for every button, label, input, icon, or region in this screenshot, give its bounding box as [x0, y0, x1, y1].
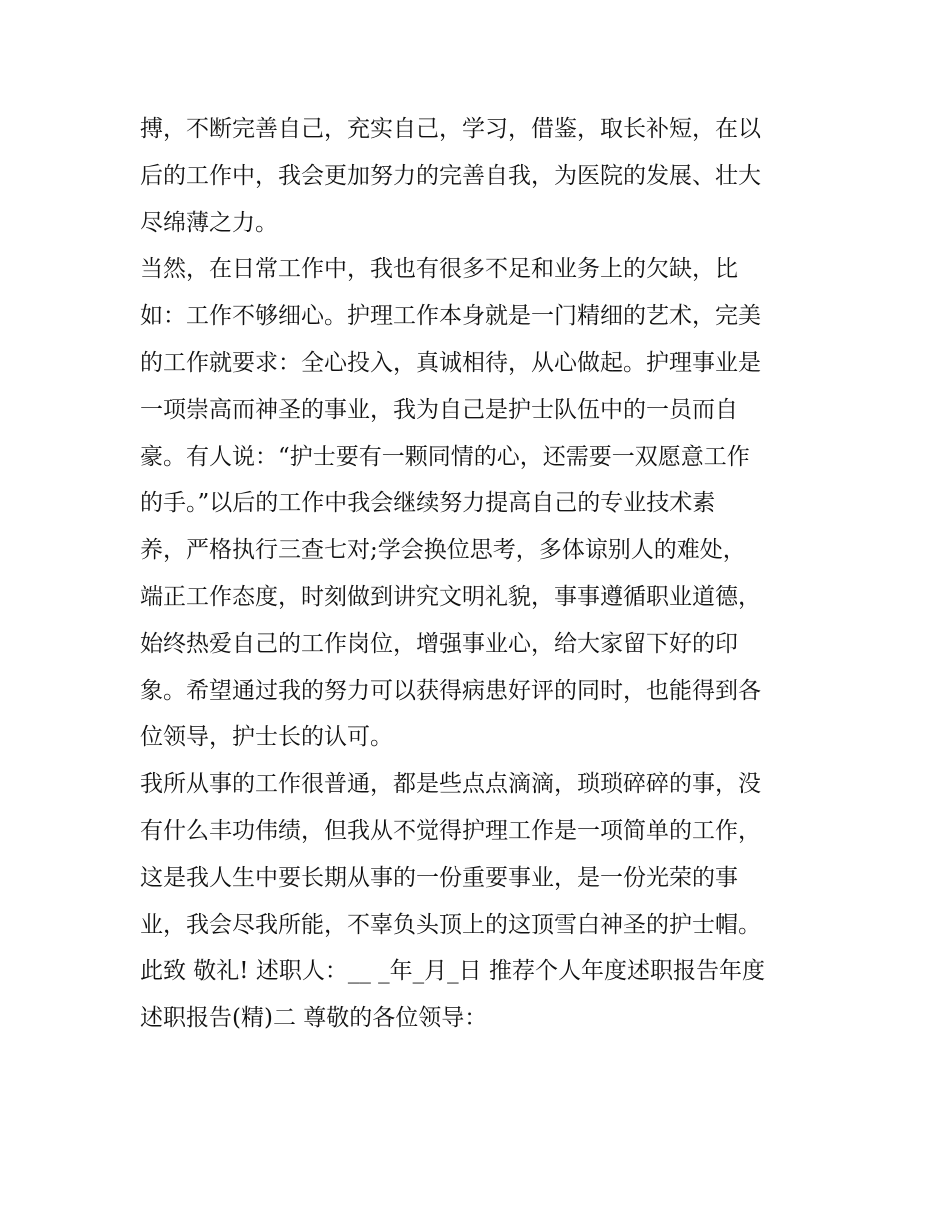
- text-line: 一项崇高而神圣的事业，我为自己是护士队伍中的一员而自: [140, 396, 738, 423]
- text-line: 此致 敬礼! 述职人：__ _年_月_日 推荐个人年度述职报告年度: [140, 958, 765, 985]
- text-line: 我所从事的工作很普通，都是些点点滴滴，琐琐碎碎的事，没: [140, 771, 761, 798]
- text-line: 业，我会尽我所能，不辜负头顶上的这顶雪白神圣的护士帽。: [140, 911, 761, 938]
- text-line: 尽绵薄之力。: [140, 209, 278, 236]
- text-line: 象。希望通过我的努力可以获得病患好评的同时，也能得到各: [140, 677, 761, 704]
- text-line: 后的工作中，我会更加努力的完善自我，为医院的发展、壮大: [140, 162, 761, 189]
- text-line: 养，严格执行三查七对;学会换位思考，多体谅别人的难处，: [140, 537, 746, 564]
- text-line: 端正工作态度，时刻做到讲究文明礼貌，事事遵循职业道德，: [140, 583, 761, 610]
- text-line: 位领导，护士长的认可。: [140, 724, 393, 751]
- text-line: 如：工作不够细心。护理工作本身就是一门精细的艺术，完美: [140, 303, 761, 330]
- body-text: [140, 106, 820, 1042]
- text-line: 的工作就要求：全心投入，真诚相待，从心做起。护理事业是: [140, 349, 761, 376]
- text-line: 有什么丰功伟绩，但我从不觉得护理工作是一项简单的工作，: [140, 817, 761, 844]
- text-line: 始终热爱自己的工作岗位，增强事业心，给大家留下好的印: [140, 630, 738, 657]
- text-line: 的手。”以后的工作中我会继续努力提高自己的专业技术素: [140, 490, 716, 517]
- text-line: 当然，在日常工作中，我也有很多不足和业务上的欠缺，比: [140, 256, 738, 283]
- text-line: 述职报告(精)二 尊敬的各位领导：: [140, 1005, 488, 1032]
- text-line: 搏，不断完善自己，充实自己，学习，借鉴，取长补短，在以: [140, 116, 761, 142]
- text-line: 这是我人生中要长期从事的一份重要事业，是一份光荣的事: [140, 864, 738, 891]
- text-line: 豪。有人说：“护士要有一颗同情的心，还需要一双愿意工作: [140, 443, 750, 470]
